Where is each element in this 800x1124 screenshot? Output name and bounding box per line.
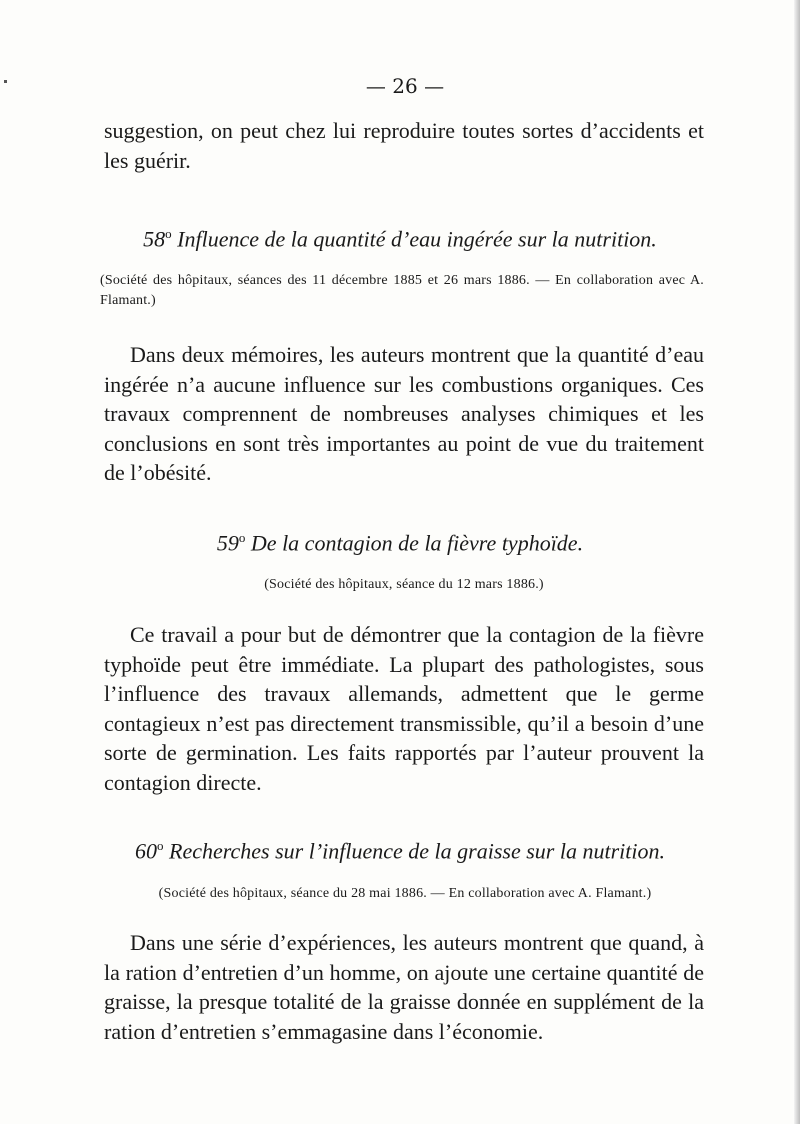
section-source-60: (Société des hôpitaux, séance du 28 mai 1886. — En collaboration avec A. Flamant.) bbox=[158, 886, 652, 901]
section-degree: o bbox=[165, 226, 172, 241]
continuation-paragraph: suggestion, on peut chez lui reproduire toutes sortes d’accidents et les guérir. bbox=[104, 118, 704, 173]
section-number: 59 bbox=[216, 530, 239, 556]
section-heading-59 bbox=[100, 530, 700, 556]
section-paragraph-59: Ce travail a pour but de démontrer que la contagion de la fièvre typhoïde peut être immédiate. La plupart des pathologistes, sous l’influence des travaux allemands, admettent que le germe contagieux n’est pas directement transmissible, qu’il a besoin d’une sorte de germination. Les faits rapportés par l’auteur prouvent la contagion directe. bbox=[104, 622, 704, 795]
page-number: — 26 — bbox=[365, 74, 445, 98]
section-source-58: (Société des hôpitaux, séances des 11 décembre 1885 et 26 mars 1886. — En collaboration avec A. Flamant.) bbox=[100, 273, 704, 308]
section-degree: o bbox=[238, 530, 246, 545]
page-edge-shadow bbox=[794, 0, 800, 1124]
section-heading-60 bbox=[100, 838, 700, 864]
section-title: Influence de la quantité d’eau ingérée sur la nutrition. bbox=[177, 226, 657, 252]
section-source-59: (Société des hôpitaux, séance du 12 mars 1886.) bbox=[264, 577, 544, 592]
section-title: De la contagion de la fièvre typhoïde. bbox=[250, 530, 584, 556]
section-paragraph-58: Dans deux mémoires, les auteurs montrent que la quantité d’eau ingérée n’a aucune influence sur les combustions organiques. Ces travaux comprennent de nombreuses analyses chimiques et les conclusions en sont très importantes au point de vue du traitement de l’obésité. bbox=[104, 342, 704, 485]
section-title: Recherches sur l’influence de la graisse sur la nutrition. bbox=[169, 838, 665, 864]
section-heading-58 bbox=[100, 226, 700, 252]
section-degree: o bbox=[157, 838, 164, 853]
section-paragraph-60: Dans une série d’expériences, les auteurs montrent que quand, à la ration d’entretien d’un homme, on ajoute une certaine quantité de graisse, la presque totalité de la graisse donnée en supplément de la ration d’entretien s’emmagasine dans l’économie. bbox=[104, 930, 704, 1044]
section-number: 58 bbox=[143, 226, 166, 252]
section-number: 60 bbox=[135, 838, 158, 864]
